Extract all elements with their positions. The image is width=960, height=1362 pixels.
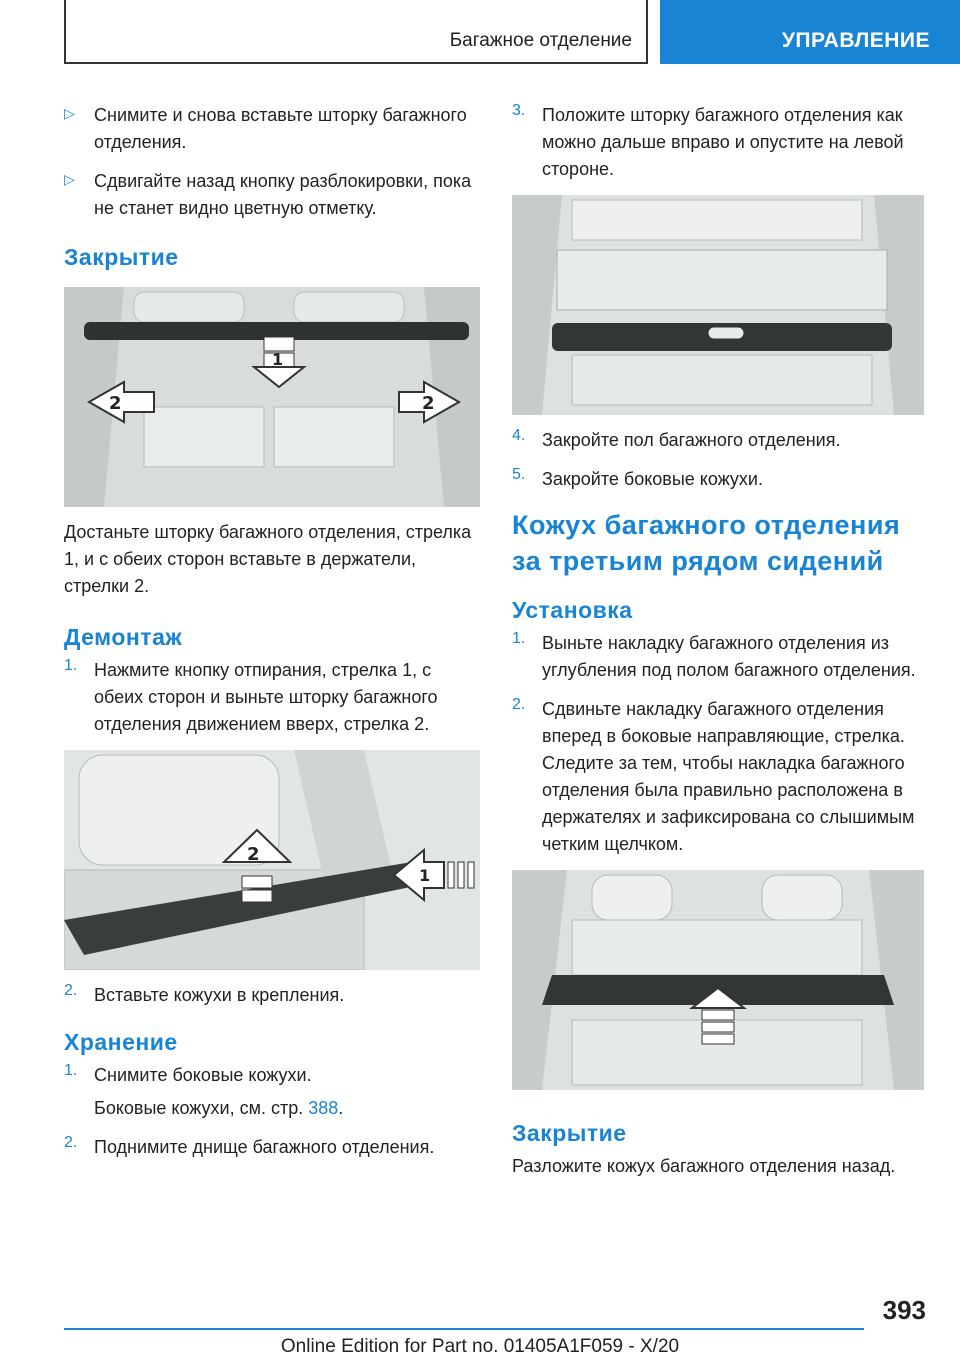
step-text: Нажмите кнопку отпирания, стрелка 1, с обеих сторон и выньте шторку багажного отделения движением вверх, стрелка 2. — [94, 660, 438, 734]
step-text: Закройте боковые кожухи. — [542, 469, 763, 489]
step-text: Снимите боковые кожухи. — [94, 1065, 312, 1085]
page-number: 393 — [882, 1295, 926, 1325]
step-number: 2. — [512, 696, 526, 713]
step-text: Положите шторку багажного отделения как можно дальше вправо и опустите на левой стороне. — [542, 105, 904, 179]
numbered-step — [512, 696, 932, 858]
bullet-text: Снимите и снова вставьте шторку багажного отделения. — [94, 105, 467, 152]
figure-cover-lowered — [512, 195, 924, 415]
heading-close: Закрытие — [64, 244, 179, 270]
figure-cover-remove — [64, 750, 480, 970]
cover-lowered-illustration — [512, 195, 924, 415]
figure-label: 1 — [419, 866, 431, 885]
numbered-step — [512, 102, 932, 183]
heading-install: Установка — [512, 597, 633, 623]
step-number: 1. — [512, 630, 526, 647]
close2-text: Разложите кожух багажного отделения назад. — [512, 1156, 896, 1176]
trunk-cover-illustration — [64, 287, 480, 507]
triangle-bullet-icon: ▷ — [64, 171, 75, 187]
header-section-box — [64, 0, 648, 64]
storage-sub-suffix: . — [338, 1098, 344, 1118]
storage-sub-text — [64, 1095, 484, 1122]
figure-label: 2 — [247, 844, 260, 865]
header-chapter-title: УПРАВЛЕНИЕ — [781, 29, 930, 52]
header-chapter-box — [660, 0, 960, 64]
heading-remove: Демонтаж — [64, 624, 183, 650]
step-text: Сдвиньте накладку багажного отделения вперед в боковые направляющие, стрелка. Следите за тем, чтобы накладка багажного отделения была правильно расположена в держателях и зафиксирована со слышимым четким щелчком. — [542, 699, 915, 854]
storage-sub-prefix: Боковые кожухи, см. стр. — [94, 1098, 309, 1118]
step-number: 3. — [512, 102, 526, 119]
step-number: 4. — [512, 427, 526, 444]
heading-cover-third-row: Кожух багажного отделения за третьим рядом сидений — [512, 510, 901, 576]
close-text: Достаньте шторку багажного отделения, стрелка 1, и с обеих сторон вставьте в держатели, стрелки 2. — [64, 522, 472, 596]
step-text: Вставьте кожухи в крепления. — [94, 985, 345, 1005]
page-ref-link[interactable]: 388 — [308, 1098, 339, 1118]
numbered-step — [512, 630, 932, 684]
footer-edition: Online Edition for Part no. 01405A1F059 - X/20 — [280, 1336, 680, 1357]
numbered-step — [64, 982, 484, 1009]
numbered-step — [64, 1062, 484, 1089]
step-text: Выньте накладку багажного отделения из углубления под полом багажного отделения. — [542, 633, 916, 680]
step-number: 1. — [64, 657, 78, 674]
bullet-item — [64, 102, 484, 156]
figure-cover-slide — [512, 870, 924, 1090]
bullet-text: Сдвигайте назад кнопку разблокировки, пока не станет видно цветную отметку. — [94, 171, 472, 218]
figure-label: 1 — [272, 350, 284, 369]
step-number: 5. — [512, 466, 526, 483]
step-number: 2. — [64, 982, 78, 999]
numbered-step — [64, 657, 484, 738]
right-column — [512, 102, 932, 1180]
heading-close-2: Закрытие — [512, 1120, 627, 1146]
left-column — [64, 102, 484, 1173]
heading-storage: Хранение — [64, 1029, 178, 1055]
triangle-bullet-icon: ▷ — [64, 105, 75, 121]
step-text: Поднимите днище багажного отделения. — [94, 1137, 435, 1157]
numbered-step — [64, 1134, 484, 1161]
cover-slide-illustration — [512, 870, 924, 1090]
step-number: 1. — [64, 1062, 78, 1079]
numbered-step — [512, 427, 932, 454]
step-number: 2. — [64, 1134, 78, 1151]
bullet-item — [64, 168, 484, 222]
figure-label: 2 — [422, 393, 435, 414]
header-section-title: Багажное отделение — [449, 30, 632, 51]
figure-label: 2 — [109, 393, 122, 414]
footer-divider — [64, 1328, 864, 1330]
numbered-step — [512, 466, 932, 493]
step-text: Закройте пол багажного отделения. — [542, 430, 841, 450]
figure-cover-install — [64, 287, 480, 507]
cover-remove-illustration — [64, 750, 480, 970]
